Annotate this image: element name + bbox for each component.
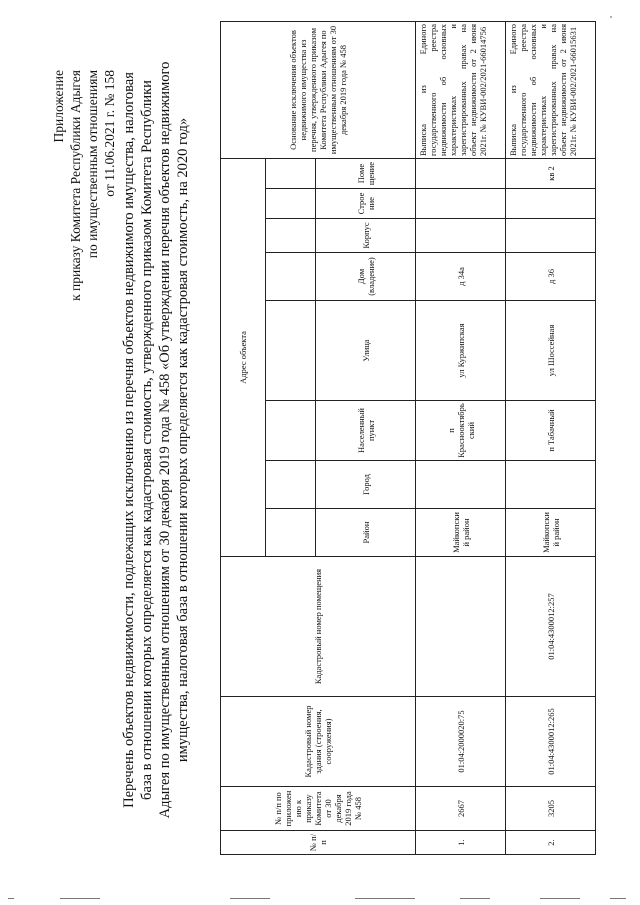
cell-room (416, 159, 506, 189)
objects-table (220, 21, 596, 855)
header-district: Район (316, 509, 416, 557)
document-title (120, 35, 192, 845)
table-row (416, 22, 506, 855)
title-line-4: имущества, налоговая база в отношении которых определяется как кадастровая стоимость, на 2020 год» (175, 117, 191, 763)
cell-cad-building: 01:04:4300012:265 (506, 697, 596, 787)
cell-settlement: п Табачный (506, 401, 596, 461)
header-room: Помещение (316, 159, 416, 189)
title-line-3: Адыгея по имущественным отношениям от 30 декабря 2019 года № 458 «Об утверждении перечня объектов недвижимого (157, 61, 173, 819)
cell-house: д 36 (506, 253, 596, 301)
cell-room: кв 2 (506, 159, 596, 189)
header-cad-room: Кадастровый номер помещения (221, 557, 416, 697)
header-blank (266, 461, 316, 509)
header-house: Дом (владение) (316, 253, 416, 301)
header-blank (266, 253, 316, 301)
header-basis: Основание исключения объектов недвижимого имущества из перечня, утвержденного приказом Комитета Республики Адыгея по имущественным отношениям от 30 декабря 2019 года № 458 (221, 22, 416, 159)
header-settlement: Населенный пункт (316, 401, 416, 461)
cell-num-prev: 3205 (506, 787, 596, 831)
header-blank (266, 189, 316, 219)
header-blank (266, 301, 316, 401)
appendix-line-2: к приказу Комитета Республики Адыгея (68, 70, 83, 301)
appendix-header (50, 70, 118, 301)
appendix-line-3: по имущественным отношениям (85, 70, 100, 259)
cell-district: Майкопский район (416, 509, 506, 557)
header-num: № п/п (221, 831, 416, 855)
header-street: Улица (316, 301, 416, 401)
title-line-2: база в отношении которых определяется как кадастровая стоимость, утвержденного приказом Комитета Республики (139, 80, 155, 800)
header-structure: Строение (316, 189, 416, 219)
cell-street: ул Шоссейная (506, 301, 596, 401)
cell-cad-room (416, 557, 506, 697)
header-building: Корпус (316, 219, 416, 253)
header-row-1 (221, 22, 266, 855)
scan-dot (610, 16, 612, 18)
cell-num: 2. (506, 831, 596, 855)
title-line-1: Перечень объектов недвижимости, подлежащих исключению из перечня объектов недвижимого имущества, налоговая (121, 72, 137, 808)
cell-num-prev: 2667 (416, 787, 506, 831)
header-blank (266, 401, 316, 461)
cell-cad-building: 01:04:2000020:75 (416, 697, 506, 787)
header-blank (266, 509, 316, 557)
header-num-prev: № п/п по приложению к приказу Комитета от 30 декабря 2019 года № 458 (221, 787, 416, 831)
cell-building (416, 219, 506, 253)
cell-structure (506, 189, 596, 219)
header-address: Адрес объекта (221, 159, 266, 557)
cell-structure (416, 189, 506, 219)
scan-edge-marks (0, 896, 640, 902)
cell-city (506, 461, 596, 509)
cell-basis: Выписка из Единого государственного реестра недвижимости об основных характеристиках и зарегистрированных правах на объект недвижимости от 2 июня 2021г. № КУВИ-002/2021-66014756 (416, 22, 506, 159)
cell-house: д 34а (416, 253, 506, 301)
header-blank (266, 159, 316, 189)
cell-cad-room: 01:04:4300012:257 (506, 557, 596, 697)
table-row (506, 22, 596, 855)
cell-district: Майкопский район (506, 509, 596, 557)
cell-basis: Выписка из Единого государственного реестра недвижимости об основных характеристиках и зарегистрированных правах на объект недвижимости от 2 июня 2021г. № КУВИ-002/2021-66015631 (506, 22, 596, 159)
appendix-line-1: Приложение (51, 70, 66, 143)
header-city: Город (316, 461, 416, 509)
header-cad-building: Кадастровый номер здания (строения, сооружения) (221, 697, 416, 787)
appendix-line-4: от 11.06.2021 г. № 158 (102, 70, 117, 197)
header-blank (266, 219, 316, 253)
cell-city (416, 461, 506, 509)
cell-num: 1. (416, 831, 506, 855)
cell-building (506, 219, 596, 253)
cell-settlement: п Краснооктябрьский (416, 401, 506, 461)
cell-street: ул Куржипская (416, 301, 506, 401)
